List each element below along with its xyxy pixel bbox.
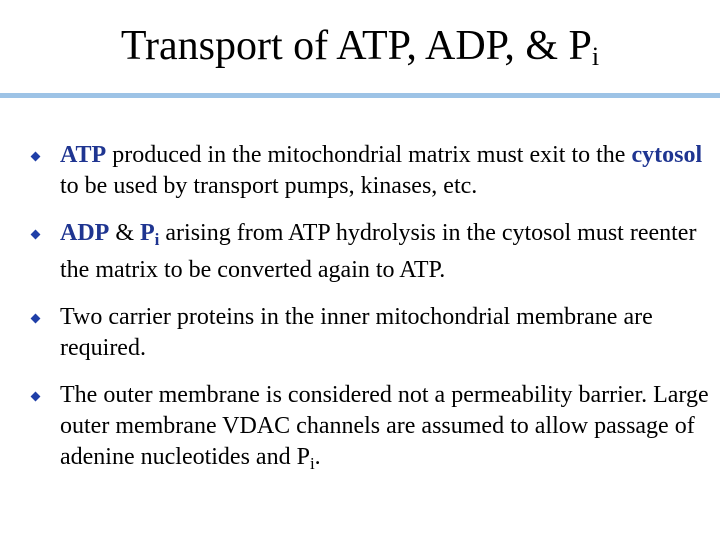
bullet-item [30, 218, 710, 286]
slide-title-text: Transport of ATP, ADP, & P [120, 23, 592, 69]
bullet-item [30, 380, 710, 479]
term-atp: ATP [60, 142, 107, 168]
bullet-text: . [314, 444, 321, 470]
term-pi-subscript: i [154, 230, 160, 249]
bullet-text: & [109, 220, 140, 246]
term-adp: ADP [60, 220, 110, 246]
diamond-bullet-icon [31, 392, 41, 402]
slide-title-subscript: i [591, 42, 600, 71]
bullet-item [30, 140, 710, 202]
term-cytosol: cytosol [631, 142, 703, 168]
bullet-text: arising from ATP hydrolysis in the cytosol must reenter the matrix to be converted again to ATP. [60, 220, 697, 283]
bullet-item [30, 302, 710, 364]
term-pi: P [140, 220, 155, 246]
bullet-list [30, 140, 710, 495]
title-divider [0, 93, 720, 98]
bullet-text: The outer membrane is considered not a permeability barrier. Large outer membrane VDAC channels are assumed to allow passage of adenine nucleotides and P [60, 382, 709, 470]
slide-title [0, 16, 720, 87]
bullet-text: Two carrier proteins in the inner mitochondrial membrane are required. [60, 304, 653, 361]
diamond-bullet-icon [31, 230, 41, 240]
diamond-bullet-icon [31, 314, 41, 324]
bullet-text: produced in the mitochondrial matrix must exit to the [106, 142, 632, 168]
pi-subscript: i [309, 454, 315, 473]
bullet-text: to be used by transport pumps, kinases, etc. [60, 173, 478, 199]
diamond-bullet-icon [31, 152, 41, 162]
